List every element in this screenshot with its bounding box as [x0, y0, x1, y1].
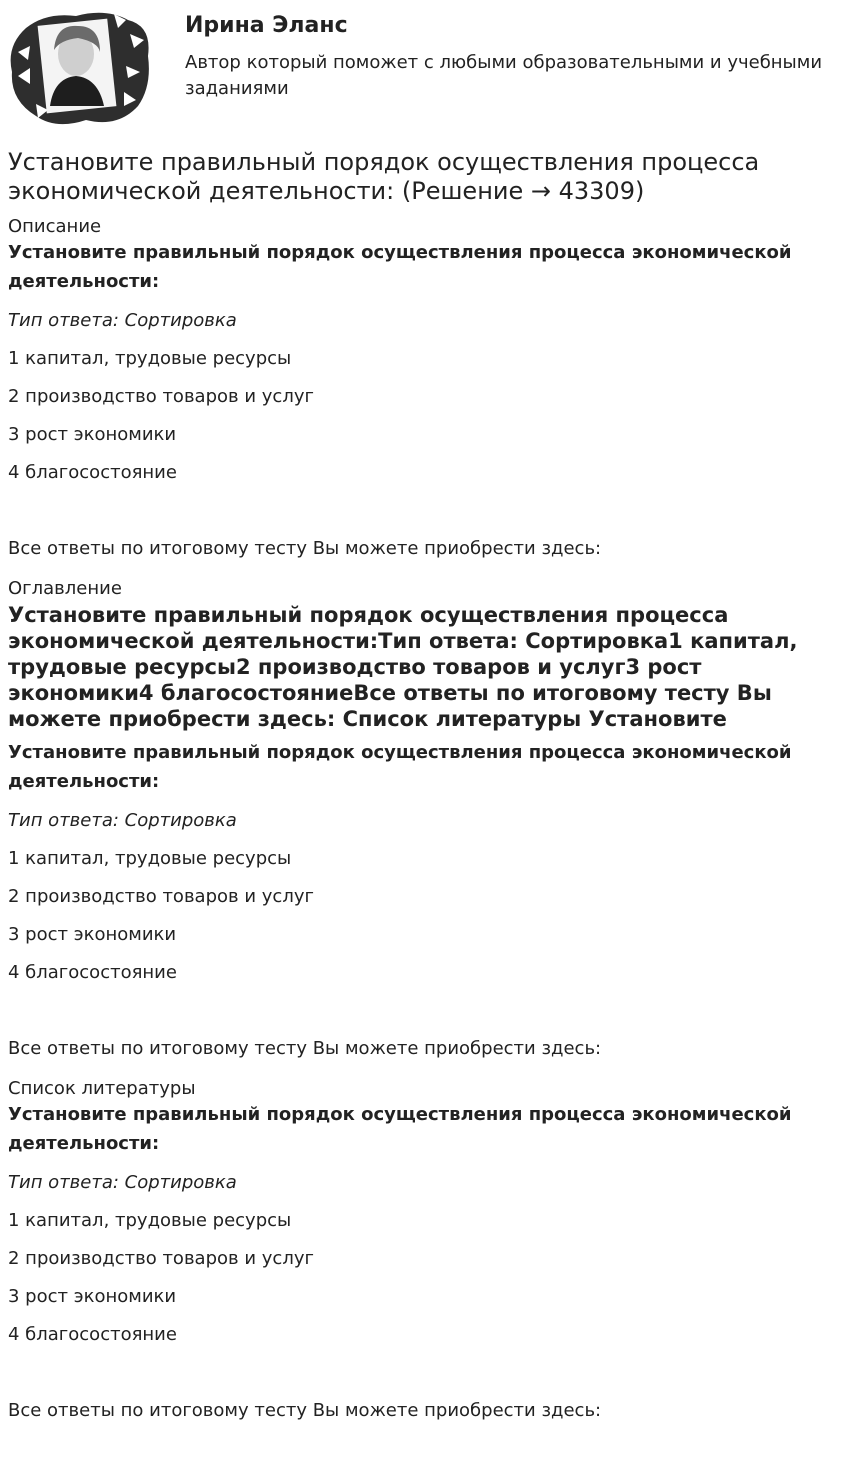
question-text: Установите правильный порядок осуществления процесса экономической деятельности:: [8, 742, 792, 792]
list-item: 2 производство товаров и услуг: [8, 886, 314, 907]
author-header: [0, 0, 847, 140]
toc-section: [8, 578, 840, 1060]
avatar: [6, 6, 152, 130]
list-item: 3 рост экономики: [8, 924, 177, 945]
question-text: Установите правильный порядок осуществления процесса экономической деятельности:: [8, 1104, 792, 1154]
list-item: 1 капитал, трудовые ресурсы: [8, 848, 292, 869]
list-item: 4 благосостояние: [8, 462, 177, 483]
literature-section: [8, 1078, 840, 1422]
section-label-description: Описание: [8, 216, 102, 237]
author-portrait-icon: [6, 6, 152, 130]
author-description: Автор который поможет с любыми образовательными и учебными заданиями: [185, 52, 823, 99]
purchase-note: Все ответы по итоговому тесту Вы можете приобрести здесь:: [8, 538, 602, 559]
question-text: Установите правильный порядок осуществления процесса экономической деятельности:: [8, 242, 792, 292]
list-item: 4 благосостояние: [8, 1324, 177, 1345]
list-item: 2 производство товаров и услуг: [8, 1248, 314, 1269]
answer-type: Тип ответа: Сортировка: [8, 1172, 237, 1193]
list-item: 1 капитал, трудовые ресурсы: [8, 348, 292, 369]
list-item: 3 рост экономики: [8, 424, 177, 445]
description-section: [8, 216, 840, 560]
author-name: Ирина Эланс: [185, 13, 348, 38]
section-label-literature: Список литературы: [8, 1078, 196, 1099]
purchase-note: Все ответы по итоговому тесту Вы можете приобрести здесь:: [8, 1400, 602, 1421]
answer-type: Тип ответа: Сортировка: [8, 810, 237, 831]
page-title: Установите правильный порядок осуществления процесса экономической деятельности: (Решение → 43309): [8, 148, 760, 205]
list-item: 4 благосостояние: [8, 962, 177, 983]
purchase-note: Все ответы по итоговому тесту Вы можете приобрести здесь:: [8, 1038, 602, 1059]
list-item: 3 рост экономики: [8, 1286, 177, 1307]
answer-type: Тип ответа: Сортировка: [8, 310, 237, 331]
list-item: 1 капитал, трудовые ресурсы: [8, 1210, 292, 1231]
section-label-toc: Оглавление: [8, 578, 122, 599]
document-content: [8, 216, 840, 1422]
list-item: 2 производство товаров и услуг: [8, 386, 314, 407]
toc-summary: Установите правильный порядок осуществления процесса экономической деятельности:Тип ответа: Сортировка1 капитал, трудовые ресурсы2 производство товаров и услуг3 рост экономики4 благосостояниеВсе ответы по итоговому тесту Вы можете приобрести здесь: Список литературы Установите: [8, 603, 798, 731]
